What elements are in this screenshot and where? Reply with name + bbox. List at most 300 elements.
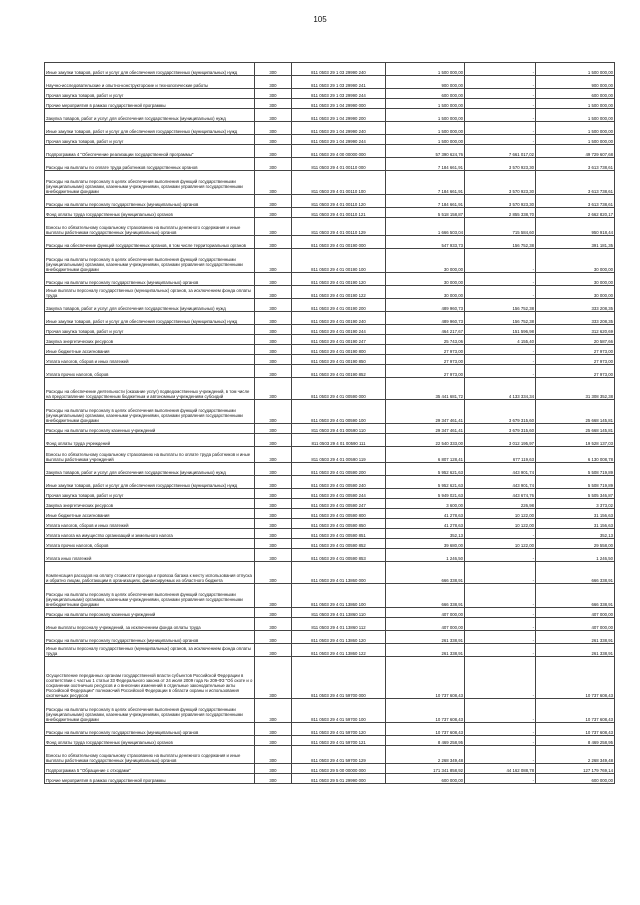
cell-remaining-amount: 30 000,00 [536,249,615,273]
table-row [45,434,615,447]
cell-remaining-amount: 1 500 000,00 [536,122,615,135]
cell-executed-amount: 443 901,74 [465,476,536,489]
cell-item-name: Уплата прочих налогов, сборов [45,539,255,549]
cell-remaining-amount: 312 620,69 [536,325,615,335]
cell-admin-code: 300 [255,158,292,171]
cell-executed-amount: - [465,631,536,644]
cell-item-name: Иные выплаты персоналу государственных (муниципальных) органов, за исключением фонда оплаты труда [45,644,255,657]
cell-classification-code: 811 0503 29 4 01 59700 129 [292,746,386,764]
cell-remaining-amount: 261 338,91 [536,631,615,644]
cell-item-name: Прочая закупка товаров, работ и услуг [45,135,255,145]
cell-admin-code: 300 [255,89,292,99]
cell-classification-code: 811 0503 29 1 04 29990 240 [292,122,386,135]
cell-item-name: Расходы на выплаты персоналу в целях обеспечения выполнения функций государственными (муниципальными) органами, казенными учреждениями, органами управления государственными внебюджетными фондами [45,249,255,273]
cell-item-name: Закупка энергетических ресурсов [45,499,255,509]
cell-executed-amount: - [465,529,536,539]
table-row [45,657,615,699]
cell-executed-amount: 715 584,60 [465,218,536,236]
cell-admin-code: 300 [255,135,292,145]
cell-approved-amount: 666 338,91 [386,584,465,608]
cell-admin-code: 300 [255,424,292,434]
cell-item-name: Закупка товаров, работ и услуг для обеспечения государственных (муниципальных) нужд [45,109,255,122]
table-row [45,644,615,657]
cell-classification-code: 811 0503 29 4 01 00110 120 [292,195,386,208]
cell-approved-amount: 30 000,00 [386,273,465,286]
table-row [45,345,615,355]
cell-remaining-amount: 10 737 608,43 [536,699,615,723]
cell-executed-amount: - [465,657,536,699]
cell-remaining-amount: 600 000,00 [536,774,615,784]
cell-classification-code: 811 0503 29 1 03 29990 241 [292,76,386,89]
cell-approved-amount: 261 338,91 [386,631,465,644]
cell-classification-code: 811 0503 29 4 01 59700 121 [292,736,386,746]
cell-executed-amount: - [465,355,536,365]
cell-executed-amount: - [465,286,536,299]
cell-admin-code: 300 [255,312,292,325]
cell-executed-amount: 156 752,38 [465,299,536,312]
cell-classification-code: 811 0503 29 4 01 00190 240 [292,312,386,325]
cell-admin-code: 300 [255,218,292,236]
cell-item-name: Фонд оплаты труда государственных (муниципальных) органов [45,736,255,746]
cell-admin-code: 300 [255,335,292,345]
cell-approved-amount: 600 000,00 [386,774,465,784]
cell-executed-amount: 677 119,63 [465,447,536,463]
cell-executed-amount: 2 855 338,70 [465,208,536,218]
table-row [45,539,615,549]
cell-executed-amount: - [465,109,536,122]
cell-approved-amount: 10 737 608,43 [386,657,465,699]
cell-item-name: Прочая закупка товаров, работ и услуг [45,89,255,99]
cell-item-name: Осуществление переданных органам государственной власти субъектов Российской Федерации в соответствии с частью 1 статьи 33 Федерального закона от 24 июля 2009 года № 209-ФЗ "Об охоте и о сохранении охотничьих ресурсов и о внесении изменений в отдельные законодательные акты Российской Федерации" полномочий Российской Федерации в области охраны и использования охотничьих ресурсов [45,657,255,699]
cell-admin-code: 300 [255,509,292,519]
cell-executed-amount: - [465,249,536,273]
table-row [45,499,615,509]
cell-remaining-amount: 20 587,66 [536,335,615,345]
cell-approved-amount: 22 540 333,00 [386,434,465,447]
cell-approved-amount: 7 184 661,91 [386,171,465,195]
cell-approved-amount: 27 973,00 [386,365,465,378]
cell-item-name: Иные выплаты персоналу государственных (муниципальных) органов, за исключением фонда оплаты труда [45,286,255,299]
cell-classification-code: 811 0503 29 4 01 00190 244 [292,325,386,335]
cell-item-name: Подпрограмма 5 "Обращение с отходами" [45,764,255,774]
cell-executed-amount: 3 570 923,30 [465,158,536,171]
table-row [45,335,615,345]
cell-item-name: Расходы на выплаты персоналу государственных (муниципальных) органов [45,273,255,286]
page-number: 105 [313,15,327,24]
table-row [45,76,615,89]
cell-executed-amount: - [465,135,536,145]
cell-remaining-amount: 3 613 738,61 [536,195,615,208]
cell-classification-code: 811 0503 29 4 01 00190 850 [292,355,386,365]
cell-classification-code: 811 0503 29 4 01 00590 852 [292,539,386,549]
cell-item-name: Уплата налога на имущество организаций и земельного налога [45,529,255,539]
cell-item-name: Взносы по обязательному социальному страхованию на выплаты по оплате труда работников и иные выплаты работникам учреждений [45,447,255,463]
cell-item-name: Расходы на выплаты персоналу в целях обеспечения выполнения функций государственными (муниципальными) органами, казенными учреждениями, органами управления государственными внебюджетными фондами [45,699,255,723]
cell-classification-code: 811 0503 29 4 01 00590 247 [292,499,386,509]
cell-item-name: Компенсация расходов на оплату стоимости проезда и провоза багажа к месту использования отпуска и обратно лицам, работающим в организациях, финансируемых из областного бюджета [45,562,255,584]
budget-table-container [44,62,614,784]
cell-item-name: Расходы на обеспечение функций государственных органов, в том числе территориальных органов [45,236,255,249]
table-row [45,584,615,608]
cell-item-name: Прочая закупка товаров, работ и услуг [45,489,255,499]
cell-approved-amount: 489 960,73 [386,299,465,312]
table-row [45,476,615,489]
cell-executed-amount: - [465,746,536,764]
cell-approved-amount: 1 500 000,00 [386,122,465,135]
cell-classification-code: 811 0503 29 4 01 00590 851 [292,529,386,539]
cell-executed-amount: 44 162 088,78 [465,764,536,774]
cell-admin-code: 300 [255,325,292,335]
cell-approved-amount: 352,13 [386,529,465,539]
cell-remaining-amount: 49 729 607,68 [536,145,615,158]
cell-classification-code: 811 0503 29 4 01 59700 100 [292,699,386,723]
table-row [45,774,615,784]
table-row [45,631,615,644]
cell-remaining-amount: 666 338,91 [536,584,615,608]
table-row [45,618,615,631]
cell-item-name: Расходы на выплаты персоналу казенных учреждений [45,608,255,618]
cell-admin-code: 300 [255,723,292,736]
cell-item-name: Научно-исследовательские и опытно-конструкторские и технологические работы [45,76,255,89]
table-row [45,699,615,723]
table-row [45,562,615,584]
cell-item-name: Иные бюджетные ассигнования [45,509,255,519]
table-row [45,355,615,365]
cell-executed-amount: 3 679 315,60 [465,400,536,424]
cell-classification-code: 811 0503 29 4 01 59700 000 [292,657,386,699]
cell-classification-code: 811 0503 29 5 01 29990 000 [292,774,386,784]
cell-admin-code: 300 [255,365,292,378]
cell-executed-amount: - [465,584,536,608]
cell-remaining-amount: 1 500 000,00 [536,99,615,109]
cell-admin-code: 300 [255,286,292,299]
cell-classification-code: 811 0503 29 4 01 00190 200 [292,299,386,312]
cell-admin-code: 300 [255,519,292,529]
cell-approved-amount: 5 949 021,63 [386,489,465,499]
cell-executed-amount: 10 122,00 [465,539,536,549]
table-row [45,286,615,299]
cell-remaining-amount: 31 156,63 [536,509,615,519]
cell-remaining-amount: 1 500 000,00 [536,63,615,76]
cell-classification-code: 811 0503 29 4 01 00190 120 [292,273,386,286]
cell-remaining-amount: 352,13 [536,529,615,539]
cell-approved-amount: 5 518 158,87 [386,208,465,218]
cell-remaining-amount: 25 668 145,81 [536,424,615,434]
cell-executed-amount: - [465,699,536,723]
cell-classification-code: 811 0503 29 4 01 00590 244 [292,489,386,499]
cell-admin-code: 300 [255,499,292,509]
cell-admin-code: 300 [255,345,292,355]
cell-classification-code: 811 0503 29 4 01 00190 122 [292,286,386,299]
cell-item-name: Прочие мероприятия в рамках государственной программы [45,99,255,109]
cell-admin-code: 300 [255,631,292,644]
cell-item-name: Расходы на выплаты персоналу государственных (муниципальных) органов [45,631,255,644]
cell-executed-amount: - [465,365,536,378]
cell-admin-code: 300 [255,657,292,699]
cell-item-name: Подпрограмма 4 "Обеспечение реализации государственной программы" [45,145,255,158]
cell-executed-amount: - [465,99,536,109]
cell-admin-code: 300 [255,489,292,499]
cell-executed-amount: 156 752,38 [465,236,536,249]
cell-admin-code: 300 [255,644,292,657]
cell-remaining-amount: 407 000,00 [536,618,615,631]
cell-approved-amount: 5 952 621,63 [386,463,465,476]
cell-remaining-amount: 391 181,35 [536,236,615,249]
table-row [45,135,615,145]
cell-remaining-amount: 19 528 137,03 [536,434,615,447]
cell-admin-code: 300 [255,299,292,312]
cell-approved-amount: 27 973,00 [386,345,465,355]
table-row [45,249,615,273]
cell-admin-code: 300 [255,63,292,76]
cell-executed-amount: 7 661 017,02 [465,145,536,158]
cell-approved-amount: 30 000,00 [386,286,465,299]
cell-executed-amount: - [465,122,536,135]
cell-admin-code: 300 [255,774,292,784]
cell-executed-amount: 10 122,00 [465,519,536,529]
cell-item-name: Расходы на выплаты персоналу государственных (муниципальных) органов [45,723,255,736]
cell-item-name: Расходы на выплаты персоналу в целях обеспечения выполнения функций государственными (муниципальными) органами, казенными учреждениями, органами управления государственными внебюджетными фондами [45,171,255,195]
cell-approved-amount: 1 500 000,00 [386,63,465,76]
cell-approved-amount: 7 184 661,91 [386,195,465,208]
cell-item-name: Уплата иных платежей [45,549,255,562]
table-row [45,158,615,171]
cell-item-name: Уплата налогов, сборов и иных платежей [45,519,255,529]
cell-approved-amount: 407 000,00 [386,618,465,631]
cell-item-name: Закупка товаров, работ и услуг для обеспечения государственных (муниципальных) нужд [45,463,255,476]
table-row [45,145,615,158]
cell-approved-amount: 10 737 608,43 [386,723,465,736]
cell-executed-amount: 443 674,76 [465,489,536,499]
cell-admin-code: 300 [255,378,292,400]
cell-remaining-amount: 3 613 738,61 [536,171,615,195]
cell-admin-code: 300 [255,171,292,195]
cell-item-name: Фонд оплаты труда учреждений [45,434,255,447]
table-row [45,236,615,249]
cell-remaining-amount: 950 918,44 [536,218,615,236]
cell-admin-code: 300 [255,236,292,249]
table-row [45,218,615,236]
cell-executed-amount: - [465,723,536,736]
cell-item-name: Иные закупки товаров, работ и услуг для обеспечения государственных (муниципальных) нужд [45,122,255,135]
cell-classification-code: 811 0503 29 4 01 00190 800 [292,345,386,355]
cell-classification-code: 811 0503 29 4 01 00190 100 [292,249,386,273]
cell-remaining-amount: 127 179 769,14 [536,764,615,774]
cell-remaining-amount: 3 373,02 [536,499,615,509]
cell-approved-amount: 3 600,00 [386,499,465,509]
table-row [45,509,615,519]
cell-item-name: Иные бюджетные ассигнования [45,345,255,355]
cell-remaining-amount: 27 973,00 [536,355,615,365]
cell-approved-amount: 2 268 349,48 [386,746,465,764]
cell-executed-amount: 3 012 195,97 [465,434,536,447]
cell-remaining-amount: 666 338,91 [536,562,615,584]
cell-approved-amount: 900 000,00 [386,76,465,89]
cell-admin-code: 300 [255,549,292,562]
cell-remaining-amount: 31 308 352,38 [536,378,615,400]
cell-approved-amount: 666 338,91 [386,562,465,584]
cell-remaining-amount: 30 000,00 [536,286,615,299]
table-row [45,723,615,736]
cell-remaining-amount: 30 000,00 [536,273,615,286]
cell-executed-amount: - [465,76,536,89]
table-row [45,489,615,499]
cell-classification-code: 811 0503 29 4 01 00110 100 [292,171,386,195]
cell-item-name: Расходы на выплаты персоналу в целях обеспечения выполнения функций государственными (муниципальными) органами, казенными учреждениями, органами управления государственными внебюджетными фондами [45,400,255,424]
cell-remaining-amount: 29 558,00 [536,539,615,549]
cell-item-name: Иные закупки товаров, работ и услуг для обеспечения государственных (муниципальных) нужд [45,476,255,489]
cell-item-name: Расходы на выплаты персоналу казенных учреждений [45,424,255,434]
cell-approved-amount: 261 338,91 [386,644,465,657]
cell-item-name: Прочие мероприятия в рамках государственной программы [45,774,255,784]
cell-approved-amount: 41 278,63 [386,519,465,529]
cell-approved-amount: 25 743,06 [386,335,465,345]
cell-classification-code: 811 0503 29 4 01 13860 100 [292,584,386,608]
cell-classification-code: 811 0503 29 1 03 29990 240 [292,63,386,76]
cell-admin-code: 300 [255,764,292,774]
cell-executed-amount: 151 596,98 [465,325,536,335]
cell-approved-amount: 29 347 461,41 [386,400,465,424]
table-row [45,122,615,135]
table-row [45,463,615,476]
cell-classification-code: 811 0503 29 4 00 00000 000 [292,145,386,158]
cell-admin-code: 300 [255,608,292,618]
cell-remaining-amount: 27 973,00 [536,365,615,378]
cell-executed-amount: 443 901,74 [465,463,536,476]
cell-approved-amount: 7 184 661,91 [386,158,465,171]
cell-admin-code: 300 [255,476,292,489]
cell-item-name: Иные выплаты персоналу учреждений, за исключением фонда оплаты труда [45,618,255,631]
table-row [45,89,615,99]
cell-executed-amount: 3 679 315,60 [465,424,536,434]
cell-classification-code: 811 0503 29 4 01 00590 000 [292,378,386,400]
cell-classification-code: 811 0503 29 4 01 00590 850 [292,519,386,529]
cell-remaining-amount: 8 469 258,95 [536,736,615,746]
table-row [45,171,615,195]
cell-executed-amount: - [465,345,536,355]
cell-approved-amount: 171 341 858,92 [386,764,465,774]
table-row [45,424,615,434]
table-row [45,400,615,424]
cell-classification-code: 811 0503 29 4 01 00590 111 [292,434,386,447]
cell-approved-amount: 10 737 608,43 [386,699,465,723]
cell-remaining-amount: 2 268 349,48 [536,746,615,764]
table-row [45,764,615,774]
cell-executed-amount: - [465,774,536,784]
cell-item-name: Уплата прочих налогов, сборов [45,365,255,378]
cell-admin-code: 300 [255,76,292,89]
cell-executed-amount: - [465,644,536,657]
cell-remaining-amount: 10 737 608,43 [536,657,615,699]
table-row [45,529,615,539]
cell-remaining-amount: 27 973,00 [536,345,615,355]
cell-item-name: Расходы на выплаты персоналу государственных (муниципальных) органов [45,195,255,208]
cell-classification-code: 811 0503 29 4 01 00590 853 [292,549,386,562]
cell-approved-amount: 547 933,73 [386,236,465,249]
cell-approved-amount: 30 000,00 [386,249,465,273]
cell-approved-amount: 1 500 000,00 [386,99,465,109]
cell-approved-amount: 489 960,73 [386,312,465,325]
cell-approved-amount: 1 500 000,00 [386,109,465,122]
cell-admin-code: 300 [255,699,292,723]
cell-item-name: Расходы на обеспечение деятельности (оказание услуг) подведомственных учреждений, в том числе на предоставление государственным бюджетным и автономным учреждениям субсидий [45,378,255,400]
cell-executed-amount: - [465,608,536,618]
cell-remaining-amount: 1 500 000,00 [536,109,615,122]
cell-remaining-amount: 10 737 608,43 [536,723,615,736]
cell-classification-code: 811 0503 29 4 01 13860 110 [292,608,386,618]
cell-item-name: Уплата налогов, сборов и иных платежей [45,355,255,365]
cell-approved-amount: 41 278,63 [386,509,465,519]
table-row [45,608,615,618]
budget-table [44,62,615,784]
cell-admin-code: 300 [255,562,292,584]
cell-classification-code: 811 0503 29 4 01 13860 000 [292,562,386,584]
cell-classification-code: 811 0503 29 1 04 29990 000 [292,99,386,109]
cell-admin-code: 300 [255,400,292,424]
cell-executed-amount: 10 122,00 [465,509,536,519]
cell-classification-code: 811 0503 29 4 01 00590 119 [292,447,386,463]
cell-item-name: Взносы по обязательному социальному страхованию на выплаты денежного содержания и иные выплаты работникам государственных (муниципальных) органов [45,746,255,764]
cell-admin-code: 300 [255,736,292,746]
cell-executed-amount: 3 570 923,30 [465,195,536,208]
cell-remaining-amount: 333 208,35 [536,299,615,312]
cell-executed-amount: - [465,63,536,76]
cell-executed-amount: - [465,273,536,286]
cell-executed-amount: - [465,736,536,746]
cell-classification-code: 811 0503 29 4 01 13860 120 [292,631,386,644]
cell-executed-amount: 4 133 334,34 [465,378,536,400]
cell-executed-amount: - [465,549,536,562]
cell-remaining-amount: 900 000,00 [536,76,615,89]
cell-item-name: Фонд оплаты труда государственных (муниципальных) органов [45,208,255,218]
cell-remaining-amount: 600 000,00 [536,89,615,99]
cell-admin-code: 300 [255,434,292,447]
cell-classification-code: 811 0503 29 4 01 59700 120 [292,723,386,736]
cell-executed-amount: - [465,562,536,584]
cell-approved-amount: 35 441 681,72 [386,378,465,400]
cell-admin-code: 300 [255,122,292,135]
cell-remaining-amount: 5 508 719,89 [536,463,615,476]
table-row [45,736,615,746]
cell-classification-code: 811 0503 29 4 01 00590 100 [292,400,386,424]
cell-approved-amount: 407 000,00 [386,608,465,618]
cell-remaining-amount: 25 668 145,81 [536,400,615,424]
table-row [45,195,615,208]
cell-classification-code: 811 0503 29 1 04 29990 244 [292,135,386,145]
cell-admin-code: 300 [255,746,292,764]
cell-classification-code: 811 0503 29 4 01 00190 247 [292,335,386,345]
cell-classification-code: 811 0503 29 4 01 00110 121 [292,208,386,218]
cell-admin-code: 300 [255,99,292,109]
cell-classification-code: 811 0503 29 4 01 00110 129 [292,218,386,236]
cell-classification-code: 811 0503 29 1 03 29990 244 [292,89,386,99]
cell-remaining-amount: 31 156,63 [536,519,615,529]
cell-approved-amount: 27 973,00 [386,355,465,365]
cell-executed-amount: 3 570 923,30 [465,171,536,195]
table-row [45,99,615,109]
table-row [45,447,615,463]
cell-classification-code: 811 0503 29 1 04 29990 200 [292,109,386,122]
cell-item-name: Закупка энергетических ресурсов [45,335,255,345]
cell-remaining-amount: 2 662 820,17 [536,208,615,218]
cell-admin-code: 300 [255,584,292,608]
table-row [45,378,615,400]
table-row [45,365,615,378]
cell-classification-code: 811 0503 29 4 01 00590 800 [292,509,386,519]
cell-remaining-amount: 5 508 719,89 [536,476,615,489]
cell-admin-code: 300 [255,208,292,218]
cell-approved-amount: 8 469 258,95 [386,736,465,746]
